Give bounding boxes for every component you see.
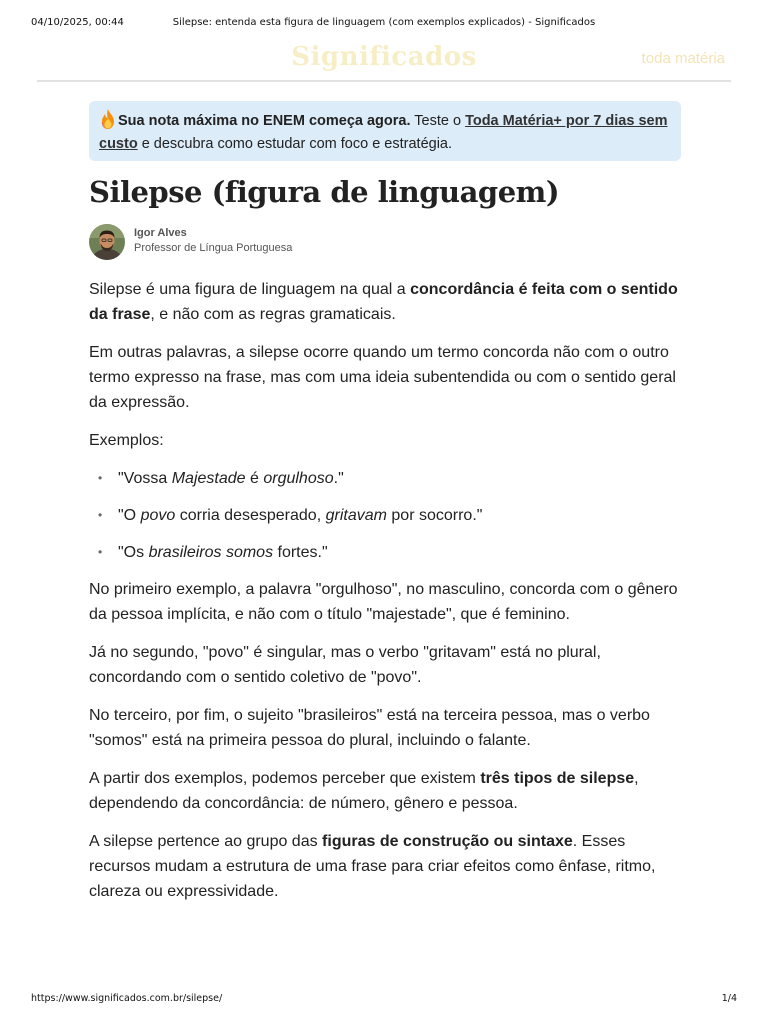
site-header: [37, 40, 731, 82]
example-text: é: [245, 470, 264, 487]
paragraph-6: [89, 766, 689, 816]
example-text: "Os: [118, 544, 149, 561]
paragraph-3: No primeiro exemplo, a palavra "orgulhoso", no masculino, concorda com o gênero da pessoa implícita, e não com o título "majestade", que é feminino.: [89, 581, 678, 623]
paragraph-7: [89, 829, 689, 904]
example-text: por socorro.": [386, 507, 483, 524]
page-number: 1/4: [721, 993, 737, 1004]
example-item: [89, 503, 689, 528]
paragraph-1-bold: concordância é feita com o sentido da frase: [89, 281, 678, 323]
example-italic: brasileiros somos: [148, 544, 274, 561]
paragraph-2: Em outras palavras, a silepse ocorre quando um termo concorda não com o outro termo expresso na frase, mas com uma ideia subentendida ou com o sentido geral da expressão.: [89, 344, 676, 411]
print-doc-title: Silepse: entenda esta figura de linguagem (com exemplos explicados) - Significados: [172, 17, 596, 28]
paragraph-6-bold: três tipos de silepse: [480, 770, 635, 787]
example-text: fortes.": [273, 544, 328, 561]
promo-trial-link[interactable]: Toda Matéria+ por 7 dias sem custo: [99, 113, 668, 152]
paragraph-1-text-a: Silepse é uma figura de linguagem na qual a: [89, 281, 411, 298]
paragraph-6-text-c: , dependendo da concordância: de número, gênero e pessoa.: [89, 770, 639, 812]
examples-label: Exemplos:: [89, 432, 164, 449]
author-role: Professor de Língua Portuguesa: [134, 242, 293, 254]
example-italic: Majestade: [171, 470, 246, 487]
paragraph-5: No terceiro, por fim, o sujeito "brasileiros" está na terceira pessoa, mas o verbo "somos" está na primeira pessoa do plural, incluindo o falante.: [89, 707, 650, 749]
paragraph-7-text-a: A silepse pertence ao grupo das: [89, 833, 323, 850]
example-text: "O: [118, 507, 141, 524]
paragraph-7-text-c: . Esses recursos mudam a estrutura de uma frase para criar efeitos como ênfase, ritmo, clareza ou expressividade.: [89, 833, 656, 900]
examples-list: [89, 466, 689, 565]
fire-icon: [99, 108, 117, 130]
paragraph-1: [89, 277, 689, 327]
author-avatar[interactable]: [89, 224, 125, 260]
example-italic: orgulhoso: [263, 470, 334, 487]
example-italic: povo: [140, 507, 176, 524]
paragraph-1-text-c: , e não com as regras gramaticais.: [150, 306, 396, 323]
print-header: [31, 17, 737, 31]
paragraph-6-text-a: A partir dos exemplos, podemos perceber que existem: [89, 770, 481, 787]
paragraph-4: Já no segundo, "povo" é singular, mas o verbo "gritavam" está no plural, concordando com o sentido coletivo de "povo".: [89, 644, 601, 686]
example-text: "Vossa: [118, 470, 172, 487]
example-item: [89, 466, 689, 491]
promo-text-after-link: e descubra como estudar com foco e estratégia.: [137, 136, 453, 152]
promo-text-before-link: Teste o: [410, 113, 466, 129]
paragraph-7-bold: figuras de construção ou sintaxe: [322, 833, 573, 850]
article-title: Silepse (figura de linguagem): [89, 175, 560, 209]
promo-headline: Sua nota máxima no ENEM começa agora.: [118, 113, 411, 129]
article-body: [89, 277, 689, 917]
example-item: [89, 540, 689, 565]
example-text: corria desesperado,: [175, 507, 326, 524]
promo-banner: [89, 101, 681, 161]
print-url: https://www.significados.com.br/silepse/: [31, 993, 223, 1004]
site-logo[interactable]: Significados: [291, 42, 477, 72]
example-text: .": [333, 470, 344, 487]
print-footer: [31, 993, 737, 1005]
print-datetime: 04/10/2025, 00:44: [31, 17, 124, 28]
example-italic: gritavam: [325, 507, 387, 524]
partner-logo[interactable]: toda matéria: [641, 50, 725, 67]
author-name[interactable]: Igor Alves: [134, 227, 187, 239]
